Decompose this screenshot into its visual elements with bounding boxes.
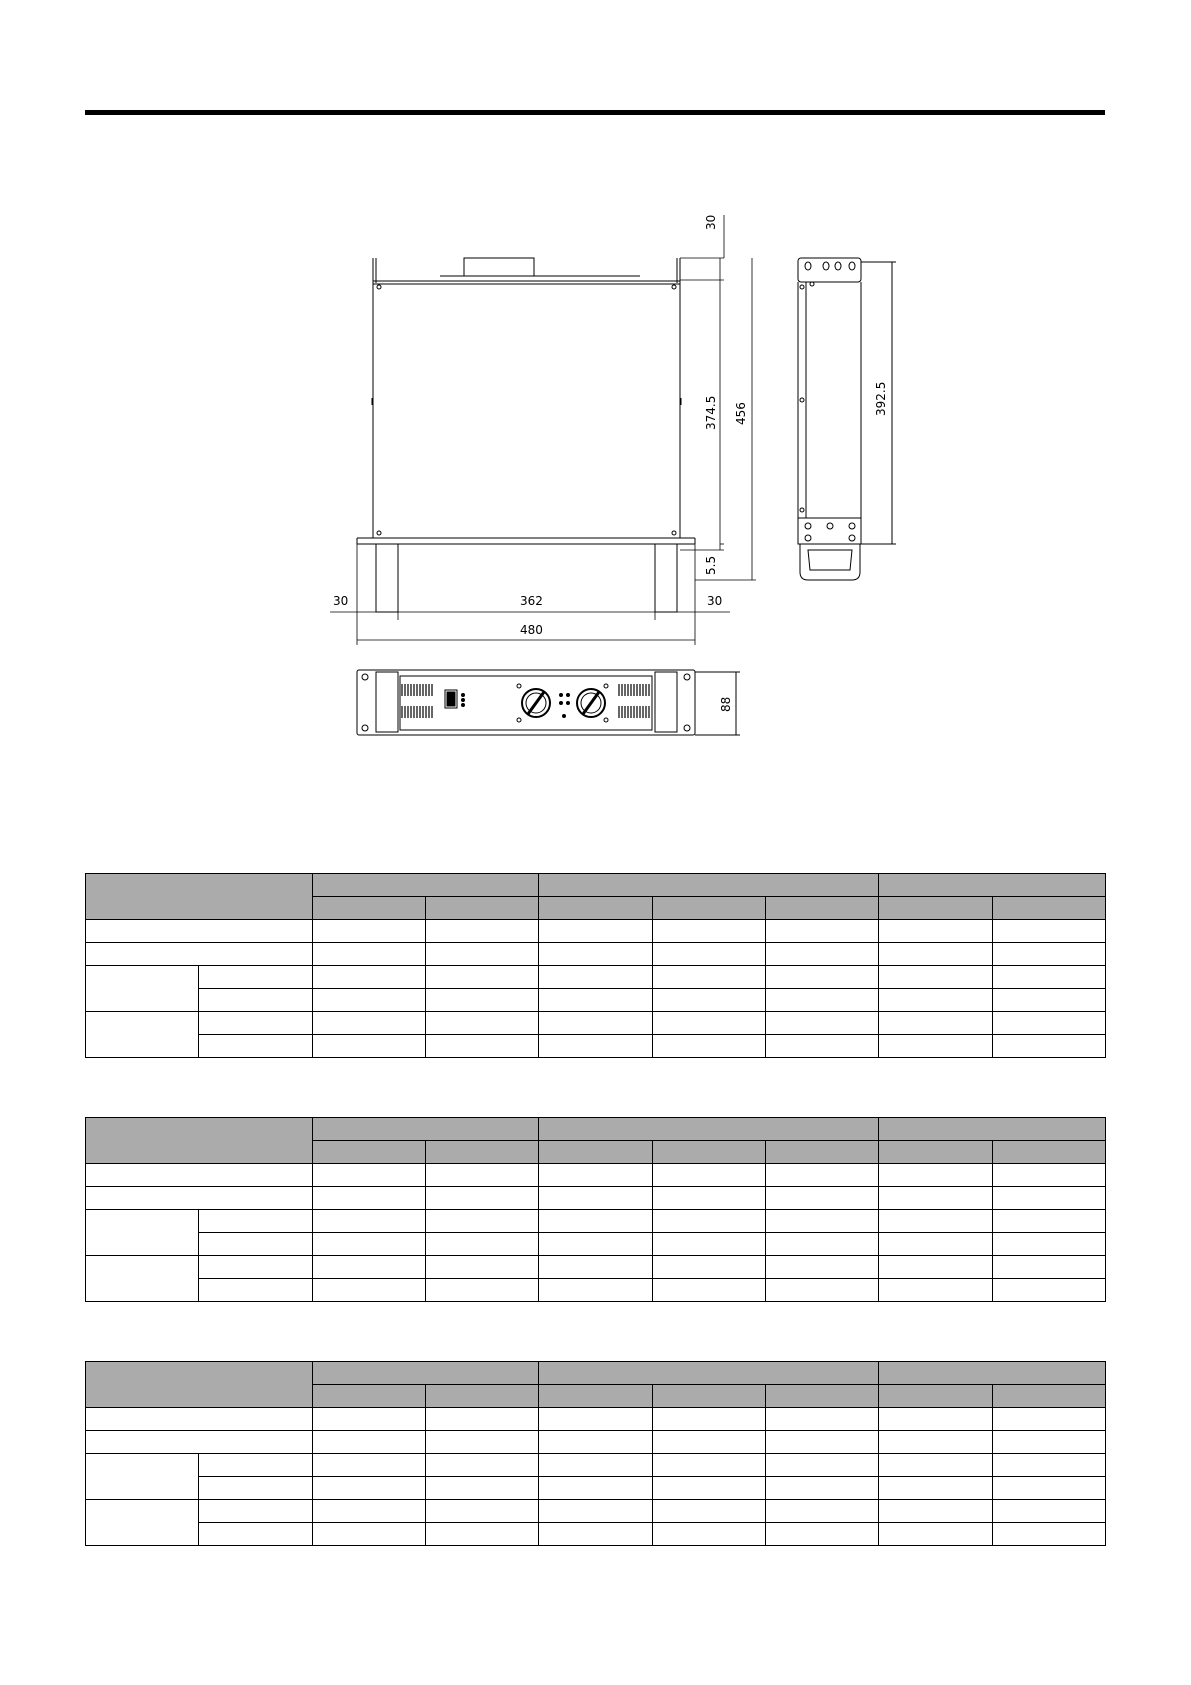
dimension-drawing [0,0,1191,760]
front-view [357,670,740,735]
side-view [798,258,896,580]
dim-body-depth: 374.5 [704,395,718,430]
dim-side-depth: 392.5 [874,381,888,416]
dim-overall-width: 480 [520,623,543,637]
top-view [357,258,695,612]
dim-height: 88 [719,696,733,712]
spec-table-1 [85,873,1106,1058]
dim-left-offset: 30 [333,594,349,608]
dim-foot-height: 5.5 [704,555,718,575]
dim-right-offset: 30 [707,594,723,608]
spec-table-3 [85,1361,1106,1546]
dimension-labels [333,215,888,712]
spec-table-2 [85,1117,1106,1302]
dim-top-clearance: 30 [704,214,718,230]
dim-inner-width: 362 [520,594,543,608]
dimension-lines [330,215,756,645]
dim-overall-depth: 456 [734,402,748,425]
